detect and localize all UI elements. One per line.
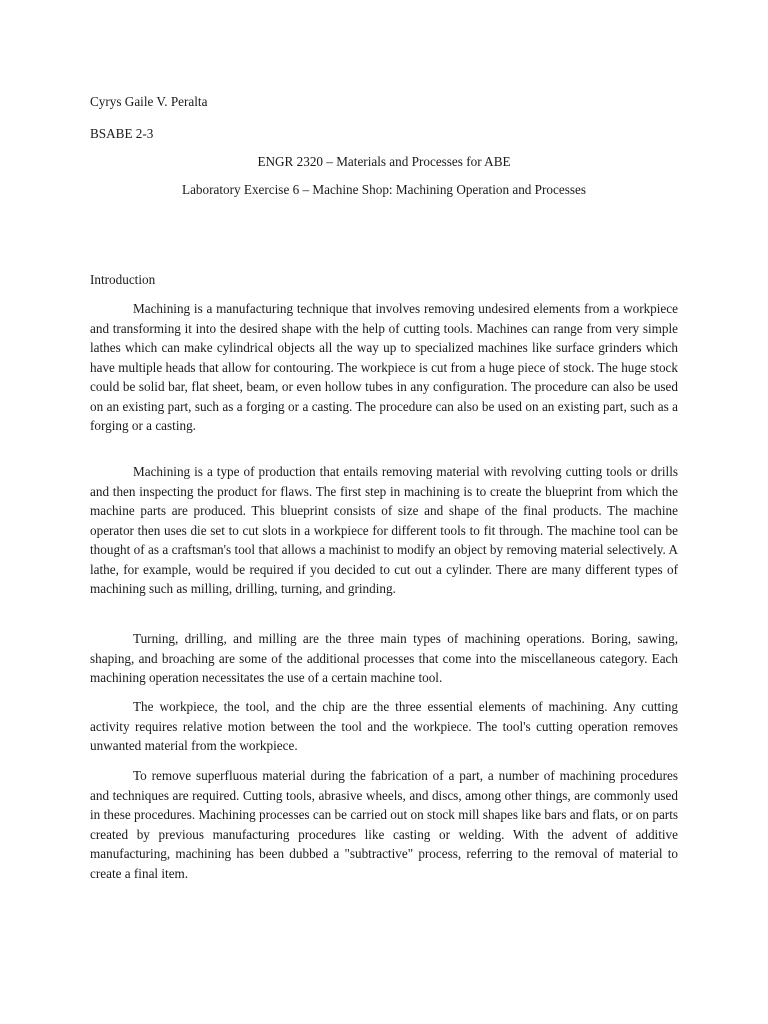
paragraph-2: Machining is a type of production that entails removing material with revolving cutting tools or drills and then inspecting the product for flaws. The first step in machining is to create the blueprint from which the machine parts are produced. This blueprint consists of size and shape of the final products. The machine operator then uses die set to cut slots in a workpiece for different tools to fit through. The machine tool can be thought of as a craftsman's tool that allows a machinist to modify an object by removing material selectively. A lathe, for example, would be required if you decided to cut out a cylinder. There are many different types of machining such as milling, drilling, turning, and grinding. <box>90 464 678 596</box>
section-code: BSABE 2-3 <box>90 126 154 141</box>
course-title: ENGR 2320 – Materials and Processes for ABE <box>257 154 511 169</box>
paragraph-3: Turning, drilling, and milling are the three main types of machining operations. Boring, sawing, shaping, and broaching are some of the additional processes that come into the miscellaneous category. Each machining operation necessitates the use of a certain machine tool. <box>90 631 678 685</box>
paragraph-1: Machining is a manufacturing technique that involves removing undesired elements from a workpiece and transforming it into the desired shape with the help of cutting tools. Machines can range from very simple lathes which can make cylindrical objects all the way up to specialized machines like surface grinders which have multiple heads that allow for contouring. The workpiece is cut from a huge piece of stock. The huge stock could be solid bar, flat sheet, beam, or even hollow tubes in any configuration. The procedure can also be used on an existing part, such as a forging or a casting. The procedure can also be used on an existing part, such as a forging or a casting. <box>90 301 678 433</box>
paragraph-4: The workpiece, the tool, and the chip are the three essential elements of machining. Any cutting activity requires relative motion between the tool and the workpiece. The tool's cutting operation removes unwanted material from the workpiece. <box>90 699 678 753</box>
paragraph-5: To remove superfluous material during the fabrication of a part, a number of machining procedures and techniques are required. Cutting tools, abrasive wheels, and discs, among other things, are commonly used in these procedures. Machining processes can be carried out on stock mill shapes like bars and flats, or on parts created by previous manufacturing procedures like casting or welding. With the advent of additive manufacturing, machining has been dubbed a "subtractive" process, referring to the removal of material to create a final item. <box>90 768 678 881</box>
exercise-title: Laboratory Exercise 6 – Machine Shop: Machining Operation and Processes <box>182 182 586 197</box>
author-name: Cyrys Gaile V. Peralta <box>90 94 208 109</box>
section-heading-introduction: Introduction <box>90 272 156 287</box>
